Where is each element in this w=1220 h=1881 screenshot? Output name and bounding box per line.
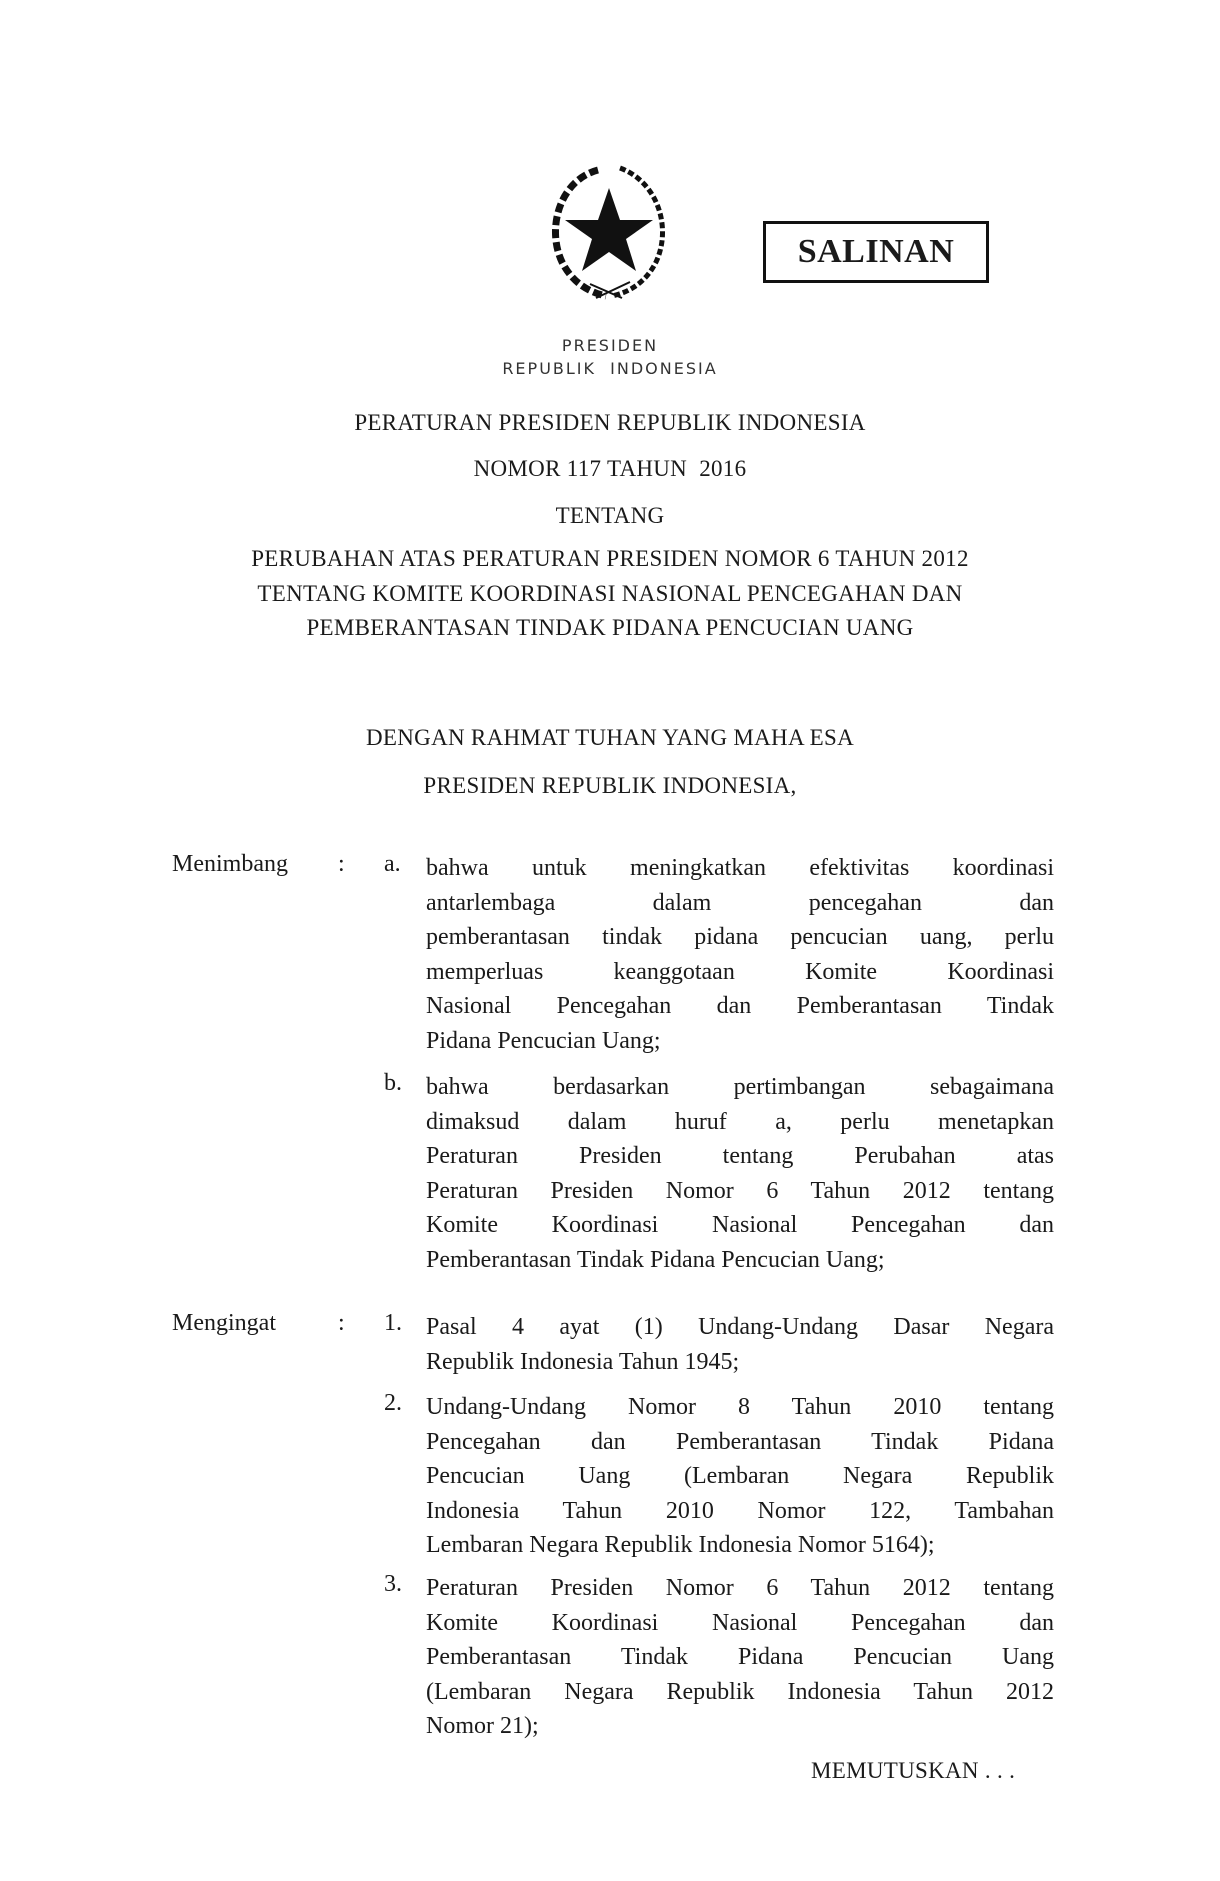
tentang-heading: TENTANG bbox=[555, 503, 665, 528]
subject-line: TENTANG KOMITE KOORDINASI NASIONAL PENCEGAHAN DAN bbox=[257, 581, 963, 606]
star-wreath-icon bbox=[540, 158, 678, 302]
subject-line: PEMBERANTASAN TINDAK PIDANA PENCUCIAN UANG bbox=[306, 615, 914, 640]
item-marker: 1. bbox=[384, 1310, 402, 1336]
preamble-god: DENGAN RAHMAT TUHAN YANG MAHA ESA bbox=[365, 725, 855, 750]
paragraph-line: Peraturan Presiden Nomor 6 Tahun 2012 tentang bbox=[426, 1575, 1054, 1601]
paragraph-line: Undang-Undang Nomor 8 Tahun 2010 tentang bbox=[426, 1394, 1054, 1420]
regulation-title: PERATURAN PRESIDEN REPUBLIK INDONESIA bbox=[354, 410, 866, 435]
paragraph-line: dimaksud dalam huruf a, perlu menetapkan bbox=[426, 1108, 1054, 1135]
paragraph-line: memperluas keanggotaan Komite Koordinasi bbox=[426, 958, 1054, 985]
paragraph-line: Nasional Pencegahan dan Pemberantasan Tindak bbox=[426, 993, 1054, 1019]
paragraph-line: Pasal 4 ayat (1) Undang-Undang Dasar Negara bbox=[426, 1314, 1054, 1340]
paragraph-line: Komite Koordinasi Nasional Pencegahan dan bbox=[426, 1609, 1054, 1636]
colon: : bbox=[338, 851, 345, 877]
paragraph-line: pemberantasan tindak pidana pencucian uang, perlu bbox=[426, 924, 1054, 950]
colon: : bbox=[338, 1310, 345, 1336]
salinan-stamp: SALINAN bbox=[763, 221, 989, 283]
item-marker: 2. bbox=[384, 1390, 402, 1416]
paragraph-line: Indonesia Tahun 2010 Nomor 122, Tambahan bbox=[426, 1497, 1054, 1524]
paragraph-line: Lembaran Negara Republik Indonesia Nomor 5164); bbox=[426, 1532, 935, 1558]
menimbang-label: Menimbang bbox=[172, 851, 288, 877]
paragraph-line: antarlembaga dalam pencegahan dan bbox=[426, 889, 1054, 916]
paragraph-line: Peraturan Presiden tentang Perubahan atas bbox=[426, 1143, 1054, 1169]
item-marker: 3. bbox=[384, 1571, 402, 1597]
presidential-emblem bbox=[540, 158, 678, 302]
paragraph-line: Komite Koordinasi Nasional Pencegahan dan bbox=[426, 1212, 1054, 1238]
paragraph-line: Pencegahan dan Pemberantasan Tindak Pidana bbox=[426, 1428, 1054, 1455]
paragraph-line: Pidana Pencucian Uang; bbox=[426, 1027, 661, 1054]
continuation-note: MEMUTUSKAN . . . bbox=[811, 1758, 1016, 1783]
item-marker: a. bbox=[384, 851, 401, 877]
paragraph-line: bahwa berdasarkan pertimbangan sebagaimana bbox=[426, 1074, 1054, 1100]
paragraph-line: Pemberantasan Tindak Pidana Pencucian Uang bbox=[426, 1644, 1054, 1670]
regulation-number: NOMOR 117 TAHUN 2016 bbox=[473, 456, 747, 481]
paragraph-line: Nomor 21); bbox=[426, 1713, 539, 1739]
paragraph-line: Pemberantasan Tindak Pidana Pencucian Uang; bbox=[426, 1246, 885, 1273]
letterhead-republic: REPUBLIK INDONESIA bbox=[502, 359, 718, 378]
paragraph-line: (Lembaran Negara Republik Indonesia Tahun 2012 bbox=[426, 1678, 1054, 1705]
paragraph-line: Pencucian Uang (Lembaran Negara Republik bbox=[426, 1463, 1054, 1489]
paragraph-line: bahwa untuk meningkatkan efektivitas koordinasi bbox=[426, 855, 1054, 881]
subject-line: PERUBAHAN ATAS PERATURAN PRESIDEN NOMOR 6 TAHUN 2012 bbox=[251, 546, 969, 571]
paragraph-line: Peraturan Presiden Nomor 6 Tahun 2012 tentang bbox=[426, 1177, 1054, 1204]
preamble-president: PRESIDEN REPUBLIK INDONESIA, bbox=[423, 773, 797, 798]
paragraph-line: Republik Indonesia Tahun 1945; bbox=[426, 1348, 740, 1375]
item-marker: b. bbox=[384, 1070, 402, 1096]
mengingat-label: Mengingat bbox=[172, 1310, 276, 1336]
letterhead-president: PRESIDEN bbox=[561, 336, 659, 355]
